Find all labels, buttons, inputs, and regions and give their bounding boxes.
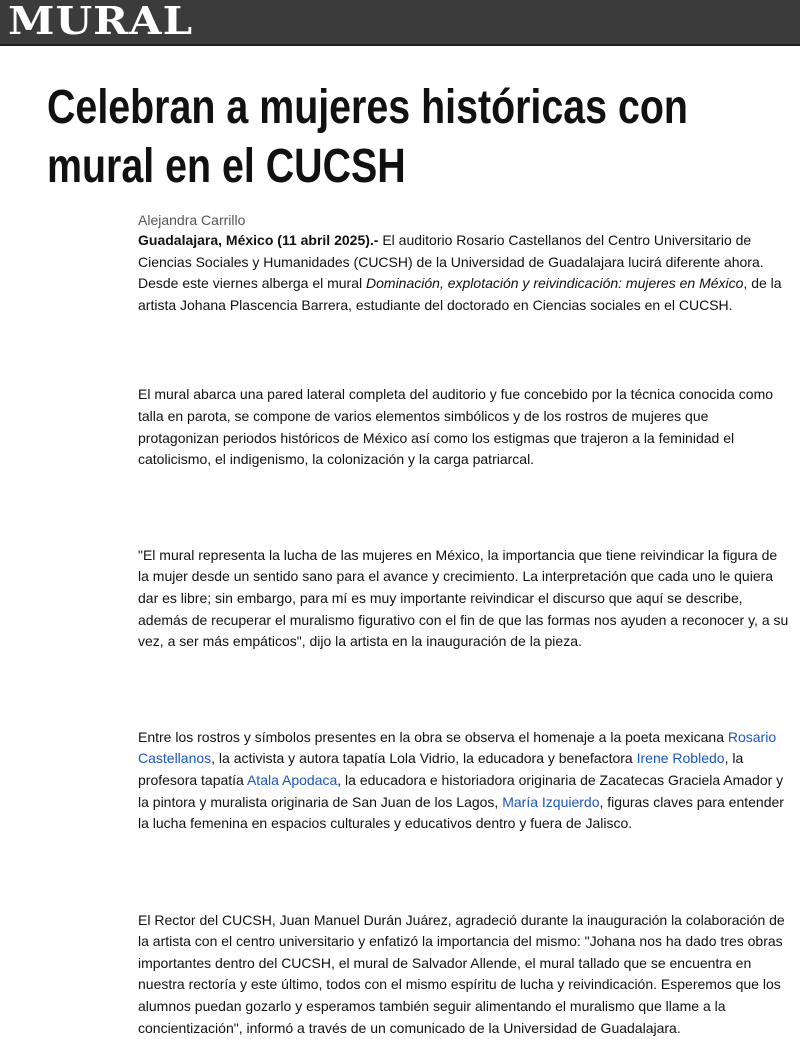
masthead <box>0 0 800 46</box>
paragraph-4-text-1: Entre los rostros y símbolos presentes en la obra se observa el homenaje a la poeta mexicana <box>138 728 728 745</box>
paragraph-4-text-2: , la activista y autora tapatía Lola Vidrio, la educadora y benefactora <box>211 750 637 767</box>
article-headline: Celebran a mujeres históricas con mural en el CUCSH <box>47 81 688 193</box>
article-body <box>138 210 790 1039</box>
link-maria-izquierdo[interactable]: María Izquierdo <box>502 793 600 810</box>
paragraph-4-text-5: , figuras claves para entender la lucha femenina en espacios culturales y educativos dentro y fuera de Jalisco. <box>138 793 784 832</box>
link-atala-apodaca[interactable]: Atala Apodaca <box>246 771 338 788</box>
spacer <box>138 835 790 910</box>
paragraph-2: El mural abarca una pared lateral completa del auditorio y fue concebido por la técnica conocida como talla en parota, se compone de varios elementos simbólicos y de los rostros de mujeres que protagonizan periodos históricos de México así como los estigmas que trajeron a la feminidad el catolicismo, el indigenismo, la colonización y la carga patriarcal. <box>138 386 774 468</box>
paragraph-1 <box>138 230 790 316</box>
link-rosario-castellanos[interactable]: Rosario Castellanos <box>138 728 777 767</box>
spacer <box>138 653 790 727</box>
paragraph-1-text-b: , de la artista Johana Plascencia Barrera, estudiante del doctorado en Ciencias sociales en el CUCSH. <box>138 275 782 313</box>
mural-title: Dominación, explotación y reivindicación: mujeres en México <box>366 275 744 292</box>
link-irene-robledo[interactable]: Irene Robledo <box>636 750 725 767</box>
paragraph-4-text-4: , la educadora e historiadora originaria de Zacatecas Graciela Amador y la pintora y muralista originaria de San Juan de los Lagos, <box>138 771 784 810</box>
paragraph-4-text-3: , la profesora tapatía <box>138 750 744 788</box>
paragraph-4 <box>138 727 790 835</box>
spacer <box>138 316 790 384</box>
paragraph-1-text-a: El auditorio Rosario Castellanos del Centro Universitario de Ciencias Sociales y Humanidades (CUCSH) de la Universidad de Guadalajara lucirá diferente ahora. Desde este viernes alberga el mural <box>138 232 764 292</box>
dateline: Guadalajara, México (11 abril 2025).- <box>138 232 379 248</box>
paragraph-5: El Rector del CUCSH, Juan Manuel Durán Juárez, agradeció durante la inauguración la colaboración de la artista con el centro universitario y enfatizó la importancia del mismo: "Johana nos ha dado tres obras importantes dentro del CUCSH, el mural de Salvador Allende, el mural tallado que se encuentra en nuestra rectoría y este último, todos con el mismo espíritu de lucha y reivindicación. Esperemos que los alumnos puedan gozarlo y esperamos también seguir alimentando el muralismo que llame a la concientización", informó a través de un comunicado de la Universidad de Guadalajara. <box>138 911 785 1036</box>
author-byline: Alejandra Carrillo <box>138 212 246 228</box>
spacer <box>138 471 790 545</box>
paragraph-3: "El mural representa la lucha de las mujeres en México, la importancia que tiene reivindicar la figura de la mujer desde un sentido sano para el avance y crecimiento. La interpretación que cada uno le quiera dar es libre; sin embargo, para mí es muy importante reivindicar el discurso que aquí se describe, además de recuperar el muralismo figurativo con el fin de que las formas nos ayuden a reconocer y, a su vez, a ser más empáticos", dijo la artista en la inauguración de la pieza. <box>138 546 789 650</box>
site-logo[interactable]: MURAL <box>8 0 194 44</box>
